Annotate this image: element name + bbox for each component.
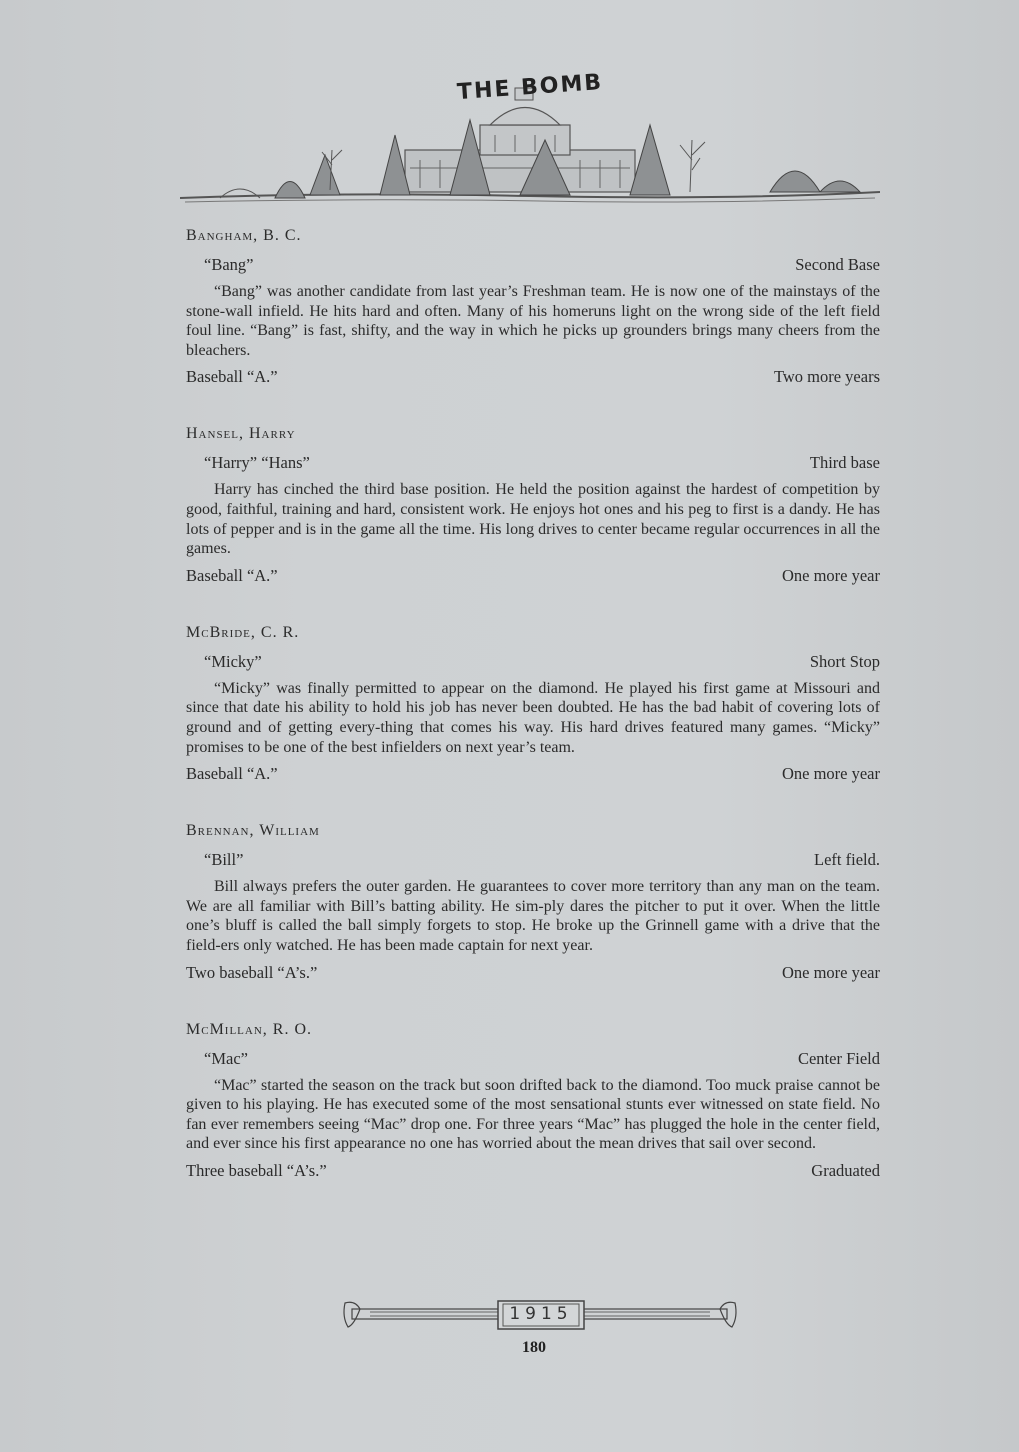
player-nickname: “Bill”: [204, 850, 244, 870]
player-letters: Baseball “A.”: [186, 764, 278, 784]
letters-row: [186, 366, 880, 388]
player-nickname: “Harry” “Hans”: [204, 453, 310, 473]
player-position: Third base: [809, 453, 880, 473]
player-name: McMillan, R. O.: [186, 1020, 313, 1038]
player-position: Left field.: [814, 850, 880, 870]
player-remaining: One more year: [781, 565, 880, 585]
player-entry: [186, 226, 880, 388]
letters-row: [186, 962, 880, 984]
player-description: “Micky” was finally permitted to appear on the diamond. He played his first game at Missouri and since that date his ability to hold his job has never been doubted. He has the bad habit of covering lots of ground and of getting every-thing that comes his way. His hard drives featured many games. “Micky” promises to be one of the best infielders on next year’s team.: [186, 679, 880, 756]
player-nickname: “Mac”: [204, 1048, 248, 1068]
page-header: [180, 50, 880, 205]
player-description: “Bang” was another candidate from last year’s Freshman team. He is now one of the mainstays of the stone-wall infield. He hits hard and often. Many of his homeruns light on the wrong side of the left field foul line. “Bang” is fast, shifty, and the way in which he picks up grounders brings many cheers from the bleachers.: [186, 283, 880, 359]
nickname-row: [186, 1048, 880, 1070]
player-description: “Mac” started the season on the track but soon drifted back to the diamond. Too muck praise cannot be given to his playing. He has executed some of the most sensational stunts ever witnessed on state field. No fan ever remembers seeing “Mac” drop one. For three years “Mac” has plugged the hole in the center field, and ever since his first appearance no one has worried about the mean drives that sail over second.: [186, 1076, 880, 1153]
player-remaining: Two more years: [773, 367, 880, 387]
nickname-row: [186, 254, 880, 276]
player-entry: [186, 821, 880, 983]
player-name: Brennan, William: [186, 822, 320, 840]
page-footer: [340, 1295, 740, 1365]
player-entry: [186, 424, 880, 586]
player-remaining: One more year: [781, 764, 880, 784]
letters-row: [186, 763, 880, 785]
player-position: Short Stop: [809, 651, 880, 671]
player-position: Second Base: [795, 255, 880, 274]
player-name: Bangham, B. C.: [186, 227, 302, 244]
player-position: Center Field: [797, 1048, 880, 1068]
player-name: Hansel, Harry: [186, 425, 296, 443]
player-remaining: One more year: [781, 962, 880, 982]
player-nickname: “Bang”: [204, 255, 254, 274]
player-letters: Two baseball “A’s.”: [186, 962, 318, 982]
letters-row: [186, 1160, 880, 1182]
footer-year: 1915: [509, 1304, 573, 1324]
player-entry: [186, 623, 880, 785]
player-remaining: Graduated: [811, 1160, 880, 1180]
header-title-text: THE BOMB: [456, 69, 604, 106]
player-description: Harry has cinched the third base position. He held the position against the hardest of competition by good, faithful, training and hard, consistent work. He enjoys hot ones and his peg to first is a dandy. He has lots of pepper and is in the game all the time. His long drives to center became regular occurrences in all the games.: [186, 481, 880, 558]
nickname-row: [186, 651, 880, 673]
nickname-row: [186, 849, 880, 871]
player-letters: Baseball “A.”: [186, 565, 278, 585]
page-number: 180: [522, 1339, 546, 1356]
player-entries: [186, 226, 880, 1182]
player-entry: [186, 1020, 880, 1182]
player-letters: Three baseball “A’s.”: [186, 1160, 327, 1180]
player-nickname: “Micky”: [204, 651, 262, 671]
nickname-row: [186, 452, 880, 474]
header-title: [180, 50, 880, 106]
player-letters: Baseball “A.”: [186, 367, 278, 387]
player-description: Bill always prefers the outer garden. He guarantees to cover more territory than any man on the team. We are all familiar with Bill’s batting ability. He sim-ply dares the pitcher to put it over. When the little one’s bluff is called the ball simply forgets to stop. He broke up the Grinnell game with a drive that the field-ers only watched. He has been made captain for next year.: [186, 878, 880, 954]
player-name: McBride, C. R.: [186, 623, 300, 641]
letters-row: [186, 565, 880, 587]
